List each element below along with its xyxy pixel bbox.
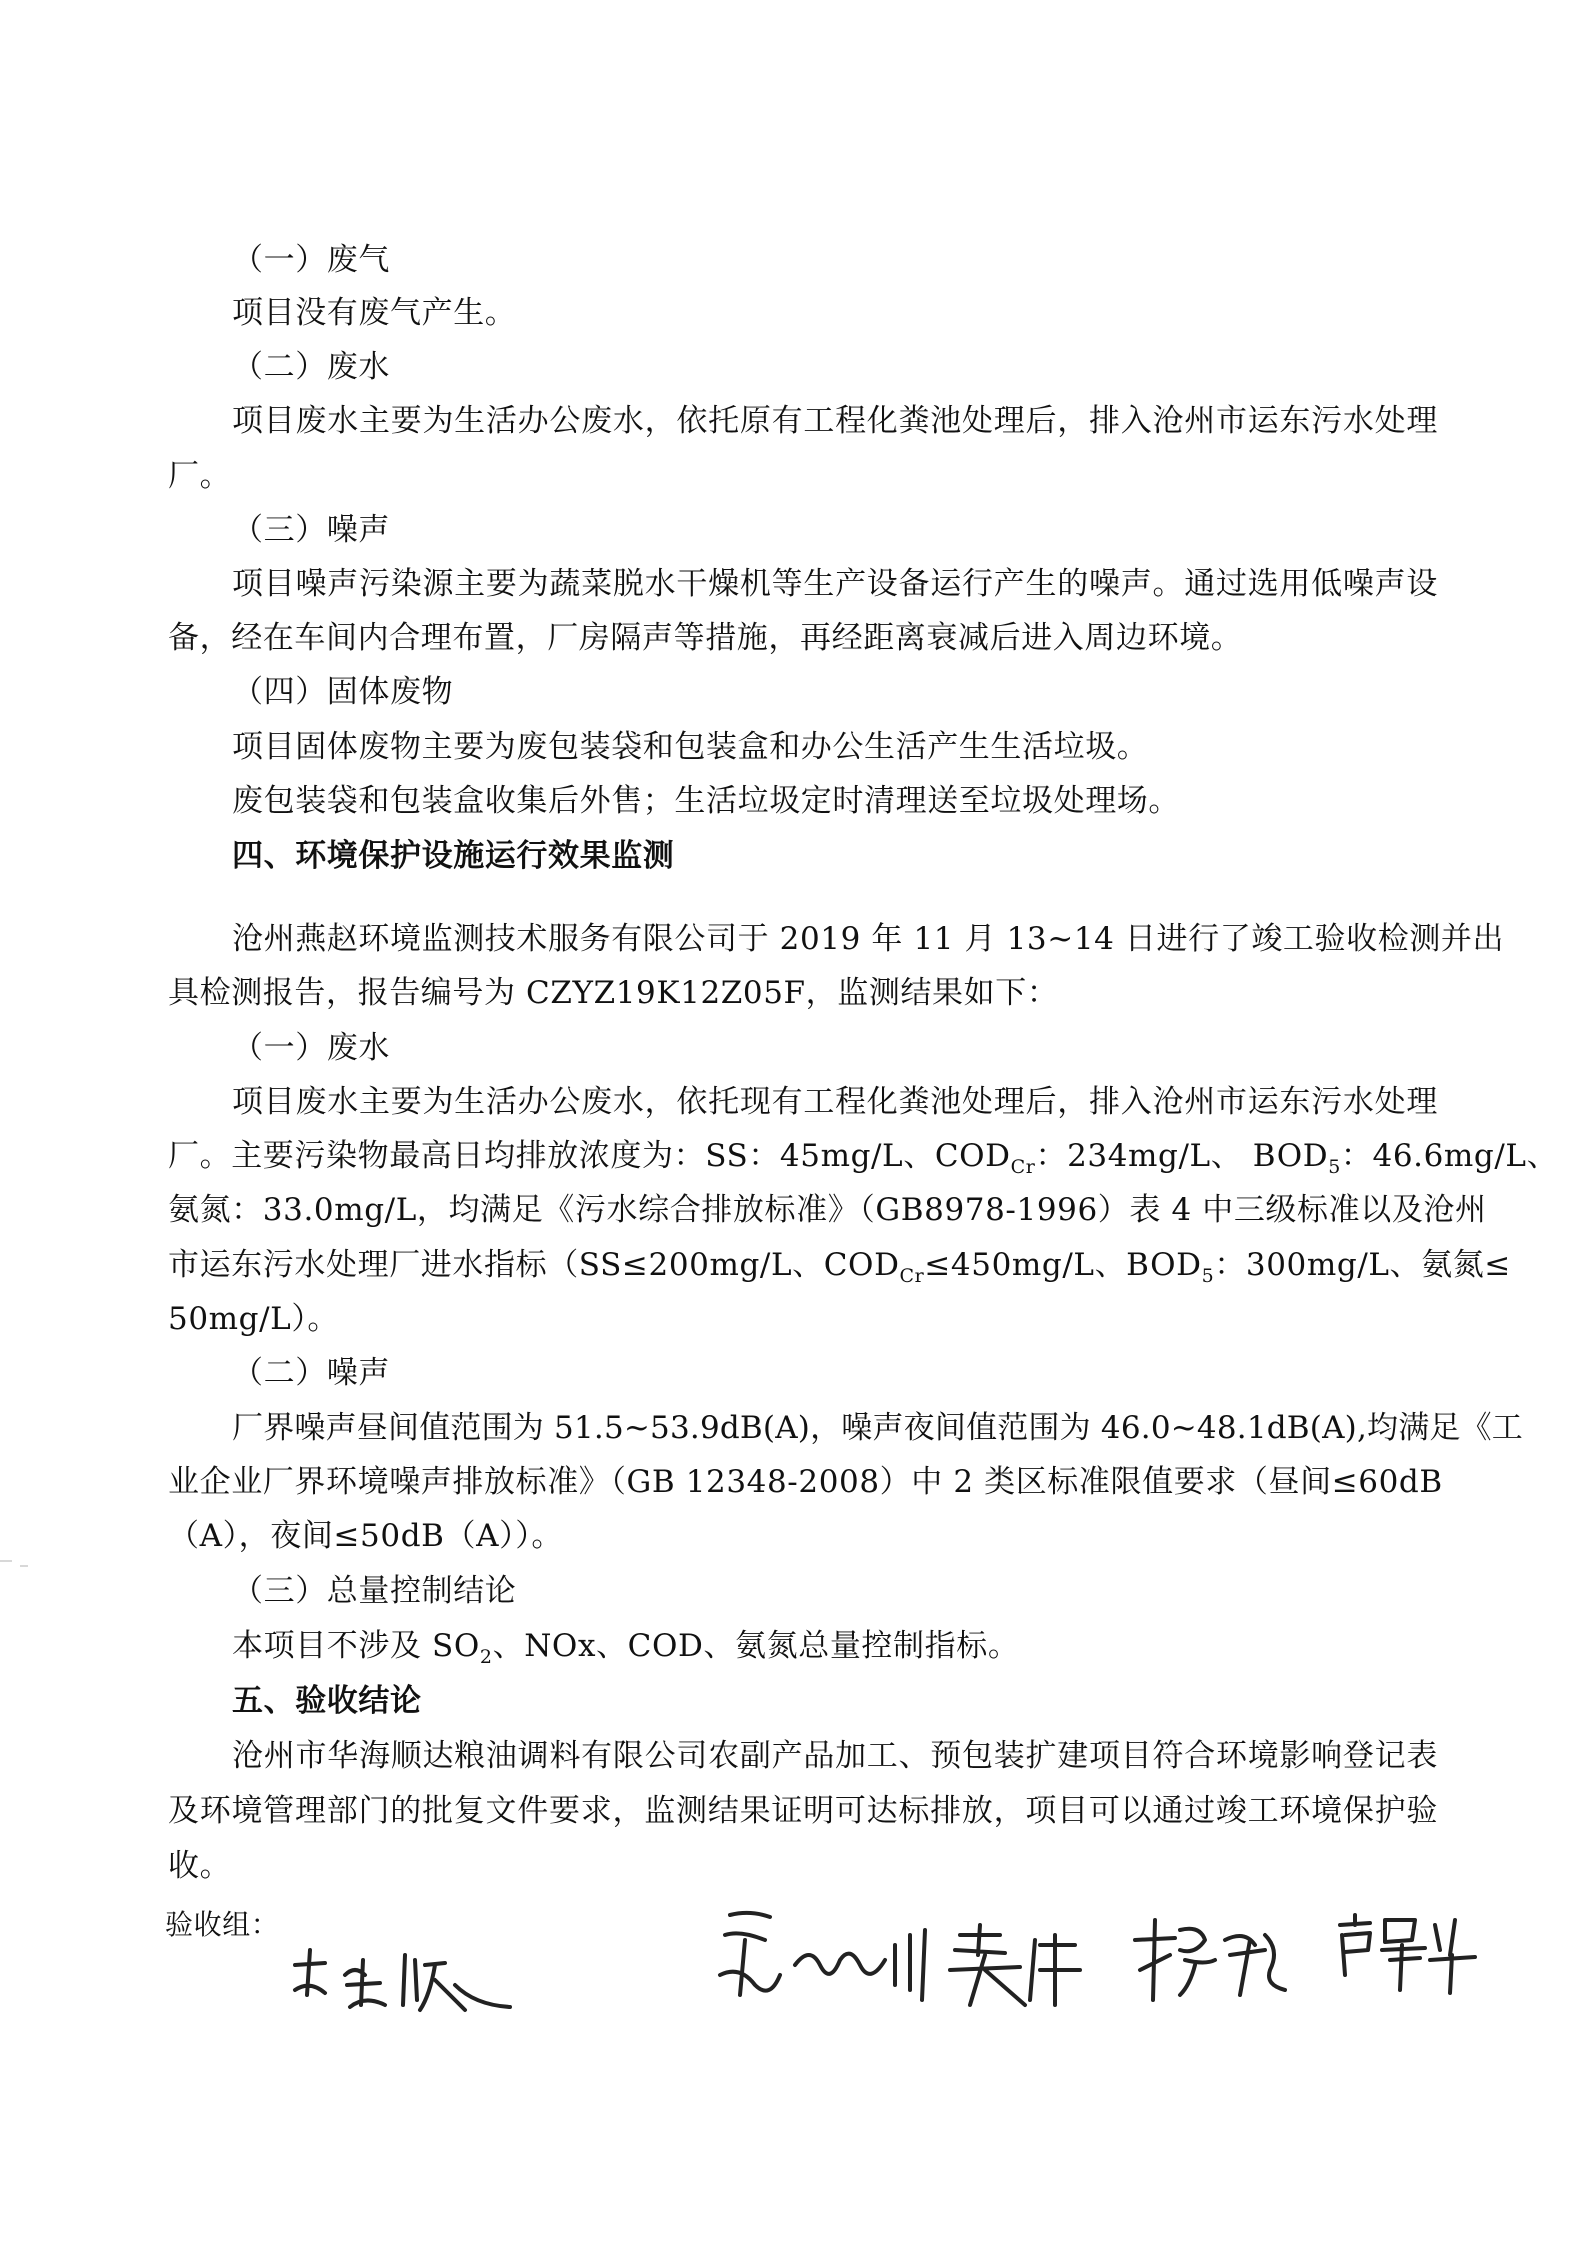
para-noise-line1: 项目噪声污染源主要为蔬菜脱水干燥机等生产设备运行产生的噪声。通过选用低噪声设 [232, 566, 1438, 602]
para-monitor-water-line3: 氨氮：33.0mg/L，均满足《污水综合排放标准》（GB8978-1996）表 4 中三级标准以及沧州 [168, 1192, 1487, 1228]
para-monitor-noise-line1: 厂界噪声昼间值范围为 51.5~53.9dB(A)，噪声夜间值范围为 46.0~48.1dB(A),均满足《工 [232, 1410, 1524, 1446]
para-monitor-water-line4 [168, 1245, 1511, 1296]
heading-monitor-noise: （二）噪声 [232, 1355, 390, 1391]
para-total-control [232, 1626, 1019, 1677]
para-waste-water-line1: 项目废水主要为生活办公废水，依托原有工程化粪池处理后，排入沧州市运东污水处理 [232, 403, 1438, 439]
scan-artifact [0, 1560, 12, 1562]
subscript: 5 [1201, 1265, 1215, 1288]
text-segment: ≤450mg/L、BOD [924, 1247, 1202, 1283]
signature-5 [1330, 1905, 1480, 1995]
text-segment: 本项目不涉及 SO [232, 1628, 480, 1664]
heading-noise: （三）噪声 [232, 512, 390, 548]
heading-waste-water: （二）废水 [232, 349, 390, 385]
para-solid-line1: 项目固体废物主要为废包装袋和包装盒和办公生活产生生活垃圾。 [232, 729, 1149, 765]
text-segment: 市运东污水处理厂进水指标（SS≤200mg/L、COD [168, 1247, 900, 1283]
signature-1 [285, 1935, 515, 2025]
para-solid-line2: 废包装袋和包装盒收集后外售；生活垃圾定时清理送至垃圾处理场。 [232, 783, 1180, 819]
text-segment: ：46.6mg/L、 [1340, 1138, 1559, 1174]
para-conclusion-line3: 收。 [168, 1848, 232, 1884]
text-segment: 、NOx、COD、氨氮总量控制指标。 [492, 1628, 1020, 1664]
para-monitor-water-line2 [168, 1136, 1558, 1187]
heading-waste-gas: （一）废气 [232, 242, 390, 278]
subscript: 2 [479, 1646, 493, 1669]
para-conclusion-line1: 沧州市华海顺达粮油调料有限公司农副产品加工、预包装扩建项目符合环境影响登记表 [232, 1738, 1438, 1774]
acceptance-group-label: 验收组： [165, 1908, 280, 1941]
heading-solid-waste: （四）固体废物 [232, 674, 454, 710]
para-monitor-noise-line2: 业企业厂界环境噪声排放标准》（GB 12348-2008）中 2 类区标准限值要求（昼间≤60dB [168, 1464, 1443, 1500]
para-monitoring-intro-line1: 沧州燕赵环境监测技术服务有限公司于 2019 年 11 月 13~14 日进行了竣工验收检测并出 [232, 921, 1505, 957]
heading-section-4: 四、环境保护设施运行效果监测 [232, 838, 675, 874]
para-noise-line2: 备，经在车间内合理布置，厂房隔声等措施，再经距离衰减后进入周边环境。 [168, 620, 1243, 656]
signature-4 [1125, 1910, 1295, 2010]
para-monitoring-intro-line2: 具检测报告，报告编号为 CZYZ19K12Z05F，监测结果如下： [168, 975, 1059, 1011]
para-waste-water-line2: 厂。 [168, 458, 232, 494]
scan-artifact [20, 1565, 28, 1567]
para-monitor-water-line5: 50mg/L）。 [168, 1301, 340, 1337]
heading-section-5: 五、验收结论 [232, 1683, 422, 1719]
subscript: Cr [899, 1265, 925, 1288]
text-segment: ：300mg/L、氨氮≤ [1214, 1247, 1511, 1283]
para-conclusion-line2: 及环境管理部门的批复文件要求，监测结果证明可达标排放，项目可以通过竣工环境保护验 [168, 1793, 1438, 1829]
subscript: 5 [1328, 1156, 1341, 1179]
text-segment: 厂。主要污染物最高日均排放浓度为：SS：45mg/L、COD [168, 1138, 1011, 1174]
text-segment: ：234mg/L、 BOD [1035, 1138, 1329, 1174]
signature-3 [940, 1915, 1090, 2015]
para-monitor-water-line1: 项目废水主要为生活办公废水，依托现有工程化粪池处理后，排入沧州市运东污水处理 [232, 1084, 1438, 1120]
para-monitor-noise-line3: （A），夜间≤50dB（A））。 [168, 1518, 563, 1554]
heading-total-control: （三）总量控制结论 [232, 1573, 517, 1609]
para-waste-gas: 项目没有废气产生。 [232, 295, 517, 331]
subscript: Cr [1010, 1156, 1036, 1179]
heading-monitor-water: （一）废水 [232, 1030, 390, 1066]
